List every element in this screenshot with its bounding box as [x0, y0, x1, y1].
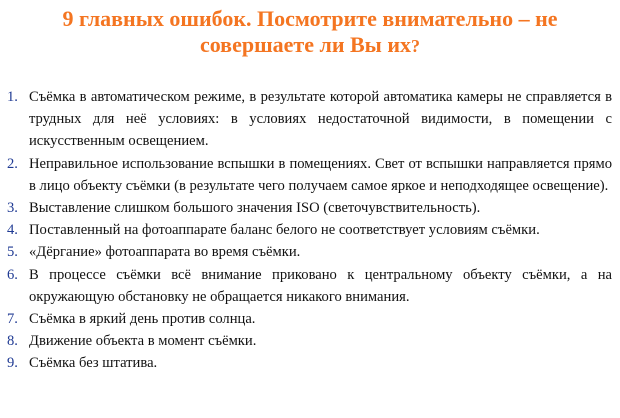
list-item — [7, 241, 612, 263]
list-item — [7, 308, 612, 330]
list-item-number: 3. — [7, 200, 18, 217]
list-item — [7, 197, 612, 219]
mistakes-list — [7, 86, 612, 375]
list-item — [7, 219, 612, 241]
title-question-mark: ? — [411, 36, 421, 56]
list-item-text: Неправильное использование вспышки в помещениях. Свет от вспышки направляется прямо в лицо объекту съёмки (в результате чего получаем самое яркое и неподходящее освещение). — [29, 155, 612, 194]
list-item — [7, 264, 612, 308]
title-line-2: совершаете ли Вы их — [199, 32, 412, 57]
page-title — [0, 6, 620, 59]
list-item — [7, 352, 612, 374]
list-item-number: 9. — [7, 355, 18, 372]
list-item — [7, 330, 612, 352]
list-item — [7, 86, 612, 153]
list-item-text: Движение объекта в момент съёмки. — [29, 333, 257, 350]
list-item-text: Съёмка в автоматическом режиме, в результате которой автоматика камеры не справляется в трудных для неё условиях: в условиях недостаточной видимости, в помещении с искусственным освещением. — [29, 89, 612, 150]
list-item-number: 7. — [7, 311, 18, 328]
list-item-number: 2. — [7, 155, 18, 172]
list-item-number: 4. — [7, 222, 18, 239]
list-item-number: 6. — [7, 266, 18, 283]
list-item-text: В процессе съёмки всё внимание приковано к центральному объекту съёмки, а на окружающую обстановку не обращается никакого внимания. — [29, 266, 612, 305]
list-item-text: Съёмка без штатива. — [29, 355, 158, 372]
list-item-text: Поставленный на фотоаппарате баланс белого не соответствует условиям съёмки. — [29, 222, 540, 239]
list-item-number: 8. — [7, 333, 18, 350]
list-item-text: Выставление слишком большого значения ISO (светочувствительность). — [29, 200, 481, 217]
list-item-number: 5. — [7, 244, 18, 261]
title-line-1: 9 главных ошибок. Посмотрите внимательно – не — [62, 6, 558, 31]
list-item-number: 1. — [7, 89, 18, 105]
list-item-text: Съёмка в яркий день против солнца. — [29, 311, 256, 328]
list-item-text: «Дёргание» фотоаппарата во время съёмки. — [29, 244, 301, 261]
list-item — [7, 153, 612, 197]
